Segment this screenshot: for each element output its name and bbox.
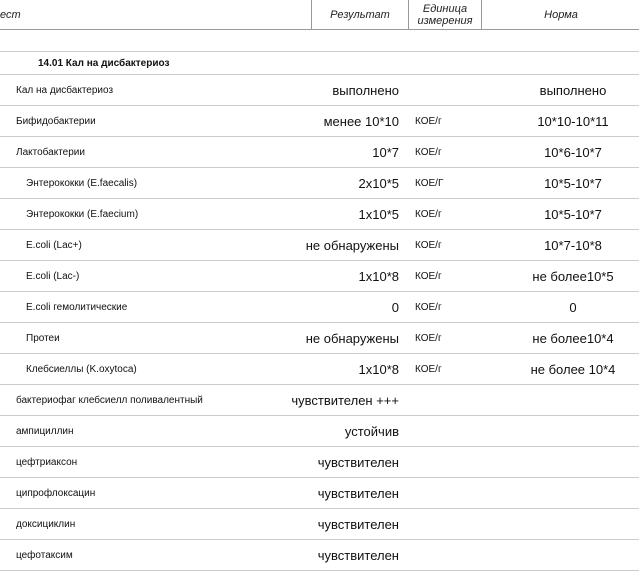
header-unit-line1: Единица	[422, 2, 468, 15]
header-test: ест	[0, 8, 21, 21]
header-result: Результат	[311, 0, 408, 29]
table-row	[0, 447, 639, 478]
row-unit: КОЕ/г	[415, 270, 442, 282]
row-unit	[415, 509, 479, 539]
row-unit	[415, 416, 479, 446]
row-unit: КОЕ/г	[415, 115, 442, 127]
table-row	[0, 137, 639, 168]
row-result: не обнаружены	[305, 330, 399, 346]
table-row	[0, 416, 639, 447]
row-unit: КОЕ/г	[415, 146, 442, 158]
row-result: чувствителен	[317, 485, 399, 501]
row-unit	[415, 75, 479, 105]
row-unit: КОЕ/г	[415, 208, 442, 220]
row-result: чувствителен	[317, 516, 399, 532]
row-norm	[486, 385, 639, 415]
row-norm: 0	[569, 299, 577, 315]
table-row	[0, 354, 639, 385]
row-unit: КОЕ/г	[415, 239, 442, 251]
row-norm: 10*5-10*7	[544, 175, 602, 191]
row-test-name: ципрофлоксацин	[16, 487, 96, 499]
row-result: 1x10*8	[358, 268, 399, 284]
row-norm	[486, 447, 639, 477]
row-test-name: ампициллин	[16, 425, 74, 437]
table-row	[0, 385, 639, 416]
row-result: чувствителен +++	[291, 392, 399, 408]
row-unit	[415, 447, 479, 477]
row-test-name: Энтерококки (E.faecium)	[26, 208, 139, 220]
table-row	[0, 261, 639, 292]
row-result: 0	[391, 299, 399, 315]
table-row	[0, 323, 639, 354]
row-test-name: Бифидобактерии	[16, 115, 96, 127]
row-unit	[415, 385, 479, 415]
row-norm	[486, 478, 639, 508]
table-row	[0, 75, 639, 106]
row-unit: КОЕ/г	[415, 363, 442, 375]
row-result: 2x10*5	[358, 175, 399, 191]
header-unit	[408, 0, 481, 29]
row-norm	[486, 416, 639, 446]
row-result: 1x10*5	[358, 206, 399, 222]
row-norm	[486, 540, 639, 570]
row-norm	[486, 509, 639, 539]
table-row	[0, 106, 639, 137]
row-test-name: Протеи	[26, 332, 60, 344]
row-unit	[415, 478, 479, 508]
row-test-name: Клебсиеллы (K.oxytoca)	[26, 363, 137, 375]
row-test-name: E.coli гемолитические	[26, 301, 128, 313]
row-norm: не более10*5	[532, 268, 614, 284]
header-norm: Норма	[481, 0, 639, 29]
table-row	[0, 292, 639, 323]
section-header	[0, 52, 639, 75]
header-unit-line2: измерения	[417, 14, 473, 27]
row-norm: 10*10-10*11	[537, 113, 609, 129]
row-test-name: E.coli (Lac+)	[26, 239, 82, 251]
row-unit: КОЕ/г	[415, 332, 442, 344]
section-title: 14.01 Кал на дисбактериоз	[38, 57, 170, 69]
row-test-name: Кал на дисбактериоз	[16, 84, 114, 96]
table-row	[0, 540, 639, 571]
row-result: устойчив	[344, 423, 399, 439]
row-test-name: Лактобактерии	[16, 146, 85, 158]
row-result: менее 10*10	[323, 113, 399, 129]
row-norm: не более 10*4	[530, 361, 616, 377]
table-row	[0, 199, 639, 230]
row-norm: 10*5-10*7	[544, 206, 602, 222]
row-result: чувствителен	[317, 454, 399, 470]
row-norm: 10*7-10*8	[544, 237, 602, 253]
row-test-name: бактериофаг клебсиелл поливалентный	[16, 394, 203, 406]
row-norm: не более10*4	[532, 330, 614, 346]
table-row	[0, 509, 639, 540]
row-test-name: Энтерококки (E.faecalis)	[26, 177, 138, 189]
row-result: выполнено	[332, 82, 399, 98]
row-norm: выполнено	[539, 82, 607, 98]
table-row	[0, 230, 639, 261]
table-header	[0, 0, 639, 30]
table-row	[0, 168, 639, 199]
row-result: 1x10*8	[358, 361, 399, 377]
table-row	[0, 478, 639, 509]
row-unit: КОЕ/г	[415, 301, 442, 313]
row-norm: 10*6-10*7	[544, 144, 602, 160]
row-result: чувствителен	[317, 547, 399, 563]
row-test-name: цефотаксим	[16, 549, 73, 561]
row-unit: КОЕ/Г	[415, 177, 444, 189]
row-result: не обнаружены	[305, 237, 399, 253]
row-test-name: цефтриаксон	[16, 456, 78, 468]
row-result: 10*7	[372, 144, 399, 160]
row-test-name: E.coli (Lac-)	[26, 270, 80, 282]
header-spacer	[0, 30, 639, 52]
row-test-name: доксициклин	[16, 518, 76, 530]
row-unit	[415, 540, 479, 570]
